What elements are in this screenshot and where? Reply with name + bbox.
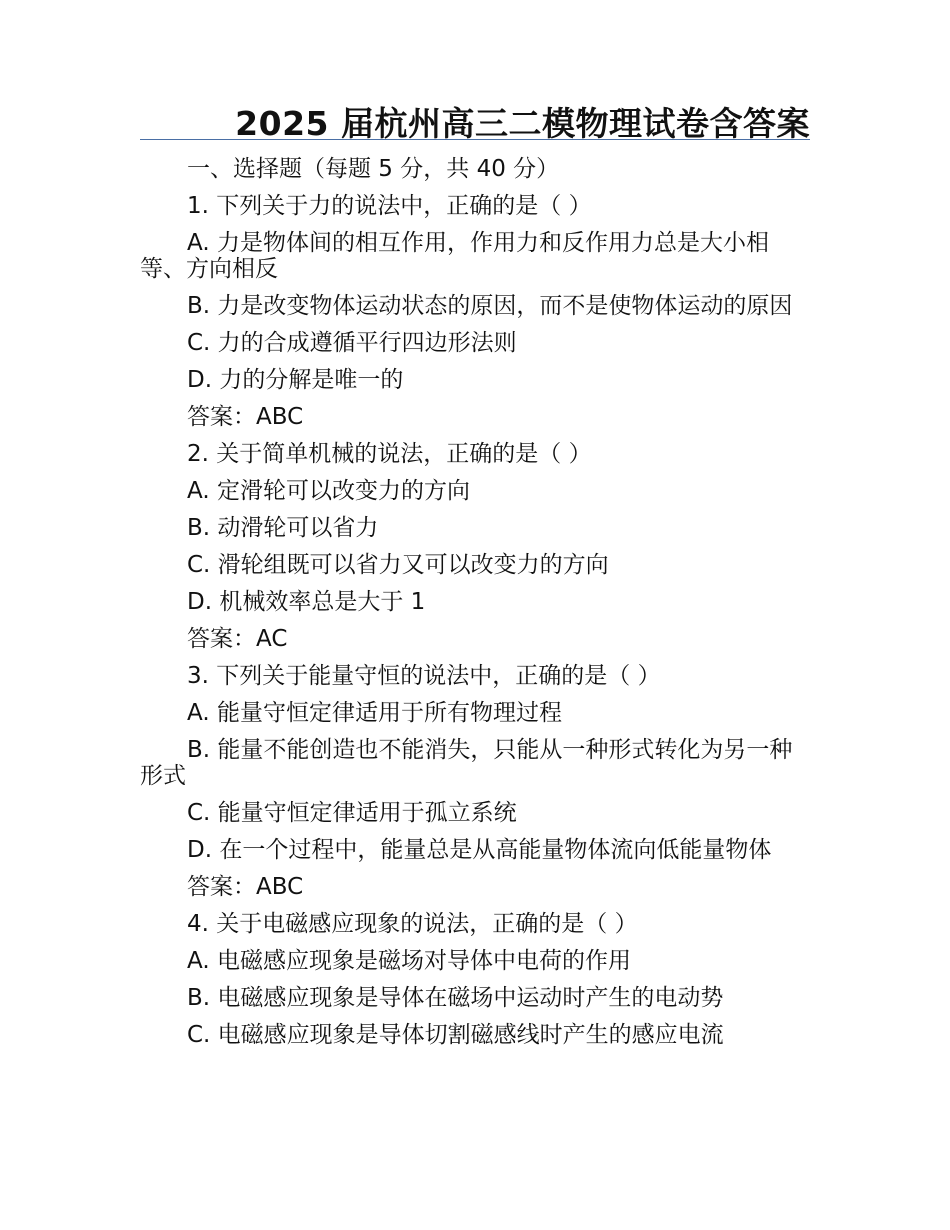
document-body bbox=[140, 156, 795, 1059]
question-option: A. 定滑轮可以改变力的方向 bbox=[187, 478, 470, 504]
question-option: B. 能量不能创造也不能消失，只能从一种形式转化为另一种形式 bbox=[140, 737, 793, 789]
question-answer: 答案：AC bbox=[187, 626, 288, 652]
question-option: B. 动滑轮可以省力 bbox=[187, 515, 379, 541]
title-underline bbox=[140, 139, 810, 140]
document-title: 2025 届杭州高三二模物理试卷含答案 bbox=[235, 104, 810, 143]
question-option: C. 电磁感应现象是导体切割磁感线时产生的感应电流 bbox=[187, 1022, 724, 1048]
question-option: B. 电磁感应现象是导体在磁场中运动时产生的电动势 bbox=[187, 985, 724, 1011]
question-stem: 2. 关于简单机械的说法，正确的是（ ） bbox=[187, 441, 592, 467]
question-option: A. 能量守恒定律适用于所有物理过程 bbox=[187, 700, 562, 726]
question-option: A. 力是物体间的相互作用，作用力和反作用力总是大小相等、方向相反 bbox=[140, 230, 769, 282]
question-answer: 答案：ABC bbox=[187, 404, 304, 430]
question-option: D. 在一个过程中，能量总是从高能量物体流向低能量物体 bbox=[187, 837, 772, 863]
question-option: C. 能量守恒定律适用于孤立系统 bbox=[187, 800, 517, 826]
question-answer: 答案：ABC bbox=[187, 874, 304, 900]
question-stem: 4. 关于电磁感应现象的说法，正确的是（ ） bbox=[187, 911, 638, 937]
question-option: B. 力是改变物体运动状态的原因，而不是使物体运动的原因 bbox=[187, 293, 793, 319]
question-option: C. 滑轮组既可以省力又可以改变力的方向 bbox=[187, 552, 609, 578]
section-heading: 一、选择题（每题 5 分，共 40 分） bbox=[187, 156, 560, 182]
question-option: C. 力的合成遵循平行四边形法则 bbox=[187, 330, 517, 356]
question-stem: 1. 下列关于力的说法中，正确的是（ ） bbox=[187, 193, 592, 219]
question-option: D. 机械效率总是大于 1 bbox=[187, 589, 426, 615]
question-stem: 3. 下列关于能量守恒的说法中，正确的是（ ） bbox=[187, 663, 661, 689]
question-option: D. 力的分解是唯一的 bbox=[187, 367, 404, 393]
question-option: A. 电磁感应现象是磁场对导体中电荷的作用 bbox=[187, 948, 631, 974]
